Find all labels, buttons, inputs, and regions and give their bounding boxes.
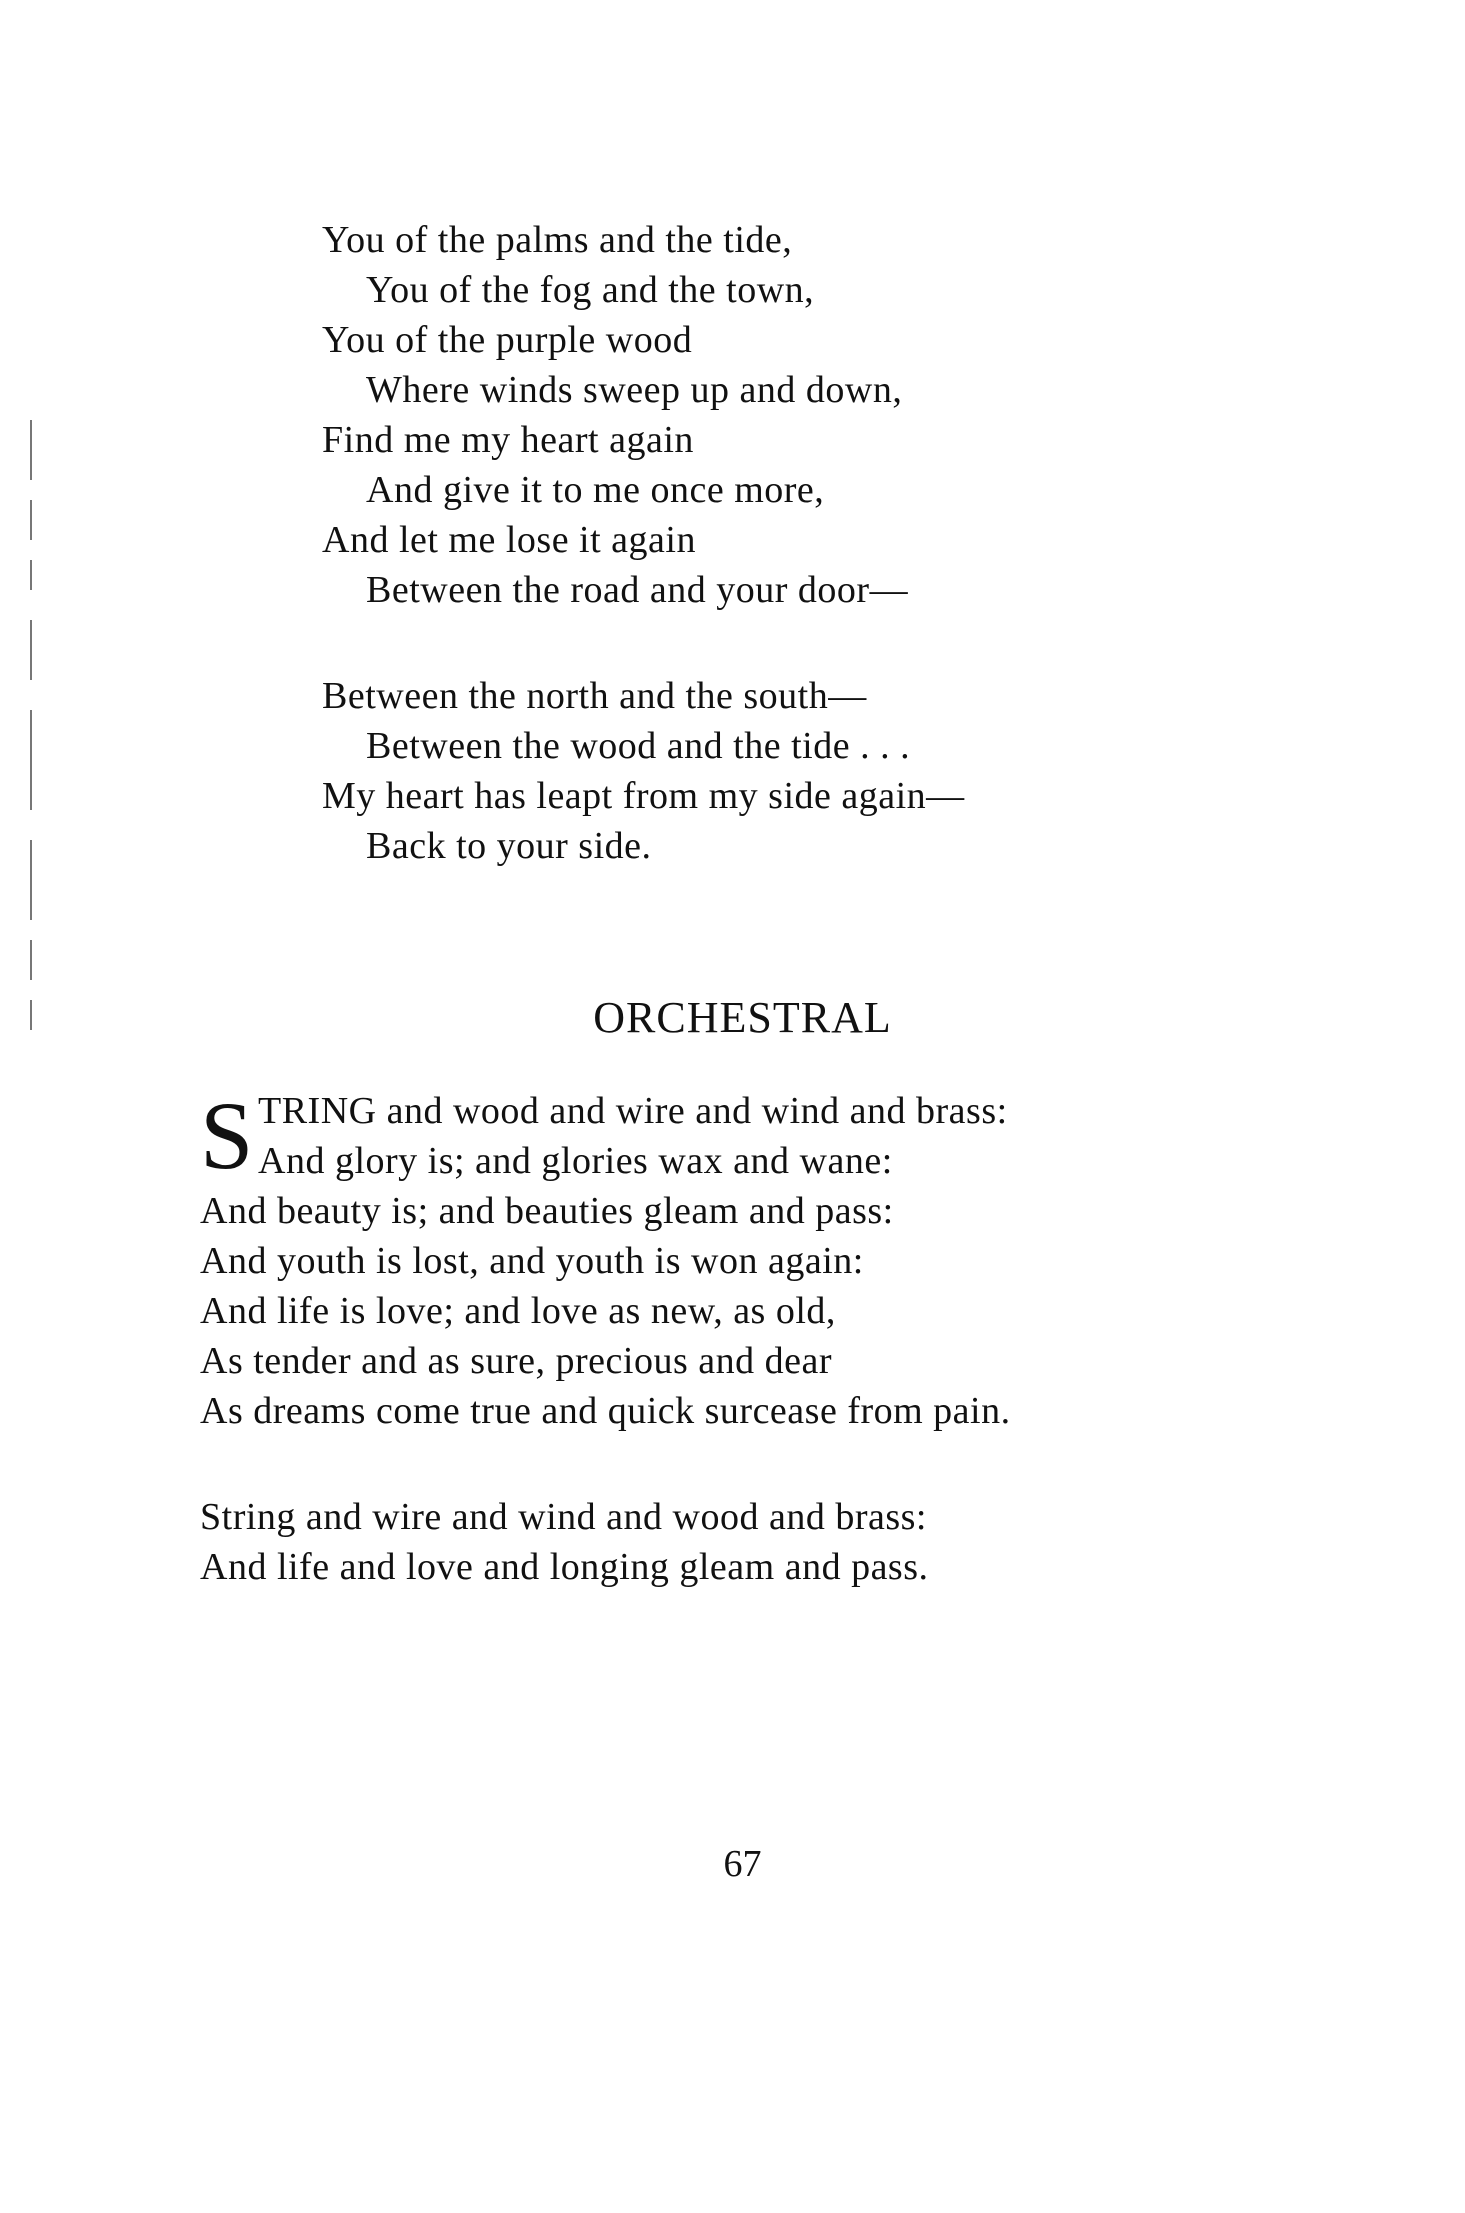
poem-line: String and wire and wind and wood and brass: xyxy=(200,1496,927,1538)
stanza-2 xyxy=(200,1492,1300,1592)
poem-line: And beauty is; and beauties gleam and pass: xyxy=(200,1190,894,1232)
poem-continued xyxy=(322,215,1222,871)
poem-line: Between the road and your door— xyxy=(366,569,909,611)
poem-line: As tender and as sure, precious and dear xyxy=(200,1340,832,1382)
poem-line: You of the fog and the town, xyxy=(366,269,815,311)
poem-line: Back to your side. xyxy=(366,825,652,867)
stanza-break xyxy=(322,615,1222,671)
stanza-break xyxy=(200,1436,1300,1492)
poem-line: And glory is; and glories wax and wane: xyxy=(258,1140,893,1182)
poem-orchestral xyxy=(200,1082,1300,1592)
poem-line: Between the north and the south— xyxy=(322,675,867,717)
stanza-1-rest xyxy=(200,1186,1300,1436)
poem-line: Find me my heart again xyxy=(322,419,694,461)
margin-binding-marks xyxy=(28,420,34,1220)
poem-line: And life and love and longing gleam and pass. xyxy=(200,1546,929,1588)
poem-line: And youth is lost, and youth is won again: xyxy=(200,1240,864,1282)
poem-line: You of the palms and the tide, xyxy=(322,219,793,261)
poem-line: And let me lose it again xyxy=(322,519,696,561)
page-number: 67 xyxy=(723,1843,762,1885)
poem-title: ORCHESTRAL xyxy=(593,993,892,1042)
poem-line: You of the purple wood xyxy=(322,319,693,361)
poem-line: Between the wood and the tide . . . xyxy=(366,725,911,767)
poem-line: And give it to me once more, xyxy=(366,469,825,511)
poem-line: And life is love; and love as new, as old, xyxy=(200,1290,836,1332)
stanza-1 xyxy=(322,215,1222,615)
stanza-2 xyxy=(322,671,1222,871)
drop-cap: S xyxy=(200,1082,254,1189)
poem-line: TRING and wood and wire and wind and brass: xyxy=(258,1090,1008,1132)
poem-line: Where winds sweep up and down, xyxy=(366,369,903,411)
poem-line: My heart has leapt from my side again— xyxy=(322,775,965,817)
poem-line: As dreams come true and quick surcease from pain. xyxy=(200,1390,1011,1432)
opening-lines xyxy=(200,1082,1300,1189)
